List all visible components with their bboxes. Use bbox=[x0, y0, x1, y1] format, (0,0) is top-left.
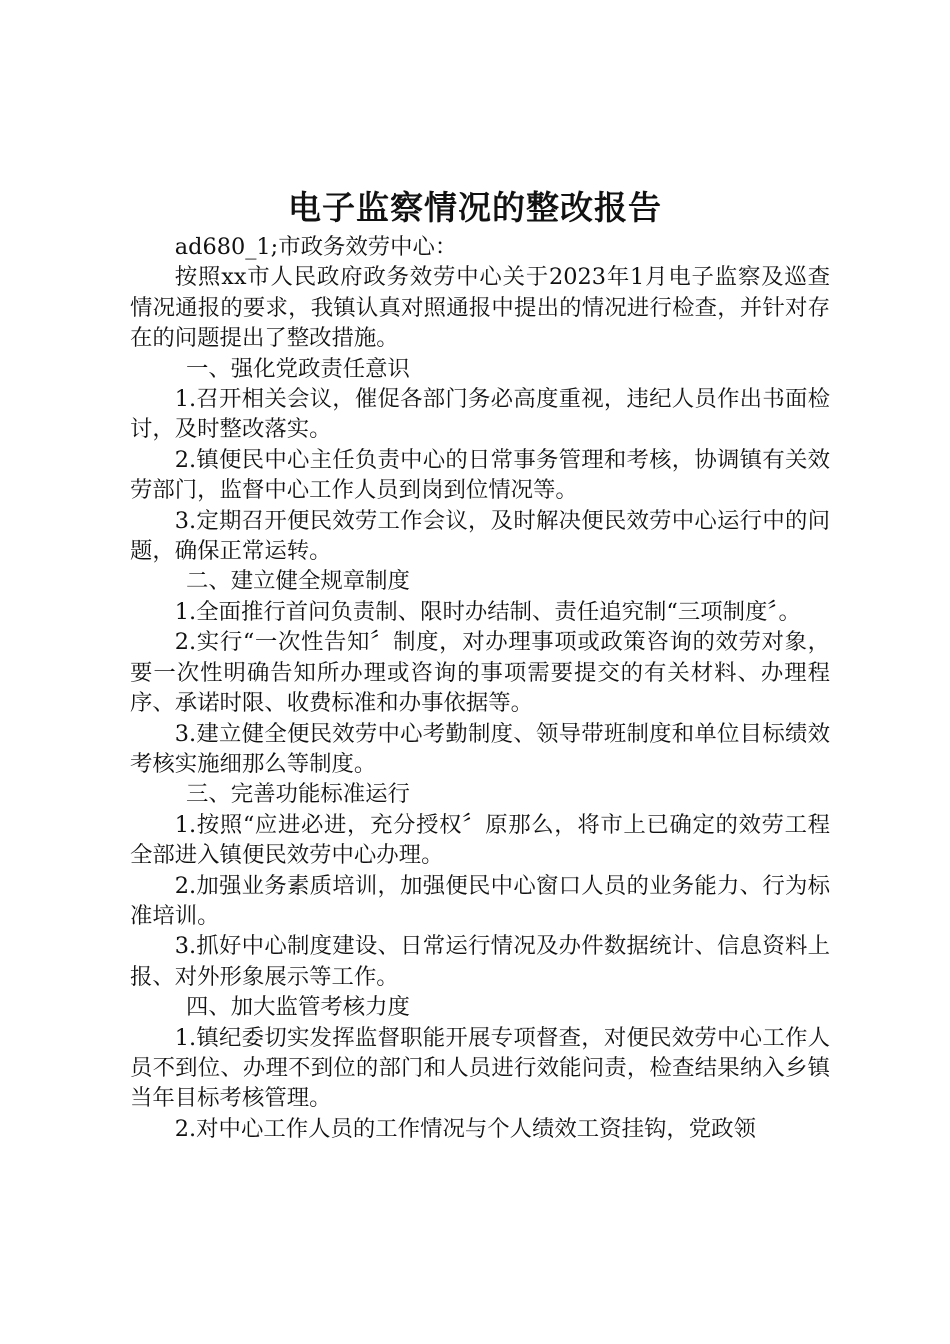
paragraph: 1.按照“应进必进，充分授权〞原那么，将市上已确定的效劳工程全部进入镇便民效劳中心办理。 bbox=[130, 811, 830, 869]
paragraph: 2.实行“一次性告知〞制度，对办理事项或政策咨询的效劳对象，要一次性明确告知所办理或咨询的事项需要提交的有关材料、办理程序、承诺时限、收费标准和办事依据等。 bbox=[130, 629, 830, 717]
paragraph: 3.建立健全便民效劳中心考勤制度、领导带班制度和单位目标绩效考核实施细那么等制度。 bbox=[130, 720, 830, 777]
intro-paragraph: 按照xx市人民政府政务效劳中心关于2023年1月电子监察及巡查情况通报的要求，我镇认真对照通报中提出的情况进行检查，并针对存在的问题提出了整改措施。 bbox=[130, 264, 830, 352]
paragraph: 2.加强业务素质培训，加强便民中心窗口人员的业务能力、行为标准培训。 bbox=[130, 872, 830, 929]
paragraph: 1.召开相关会议，催促各部门务必高度重视，违纪人员作出书面检讨，及时整改落实。 bbox=[130, 386, 830, 443]
document-body bbox=[130, 232, 830, 1144]
section-heading-2: 二、建立健全规章制度 bbox=[186, 568, 410, 595]
salutation: ad680_1;市政务效劳中心： bbox=[174, 234, 458, 260]
paragraph: 2.对中心工作人员的工作情况与个人绩效工资挂钩，党政领 bbox=[174, 1115, 756, 1142]
section-heading-4: 四、加大监管考核力度 bbox=[186, 994, 410, 1021]
paragraph: 3.抓好中心制度建设、日常运行情况及办件数据统计、信息资料上报、对外形象展示等工作。 bbox=[130, 933, 830, 990]
paragraph: 3.定期召开便民效劳工作会议，及时解决便民效劳中心运行中的问题，确保正常运转。 bbox=[130, 507, 830, 565]
document-title: 电子监察情况的整改报告 bbox=[288, 188, 662, 227]
paragraph: 2.镇便民中心主任负责中心的日常事务管理和考核，协调镇有关效劳部门，监督中心工作人员到岗到位情况等。 bbox=[130, 446, 830, 504]
section-heading-1: 一、强化党政责任意识 bbox=[186, 355, 410, 382]
paragraph: 1.全面推行首问负责制、限时办结制、责任追究制“三项制度〞。 bbox=[174, 598, 801, 625]
section-heading-3: 三、完善功能标准运行 bbox=[186, 781, 410, 808]
paragraph: 1.镇纪委切实发挥监督职能开展专项督查，对便民效劳中心工作人员不到位、办理不到位的部门和人员进行效能问责，检查结果纳入乡镇当年目标考核管理。 bbox=[130, 1024, 830, 1112]
